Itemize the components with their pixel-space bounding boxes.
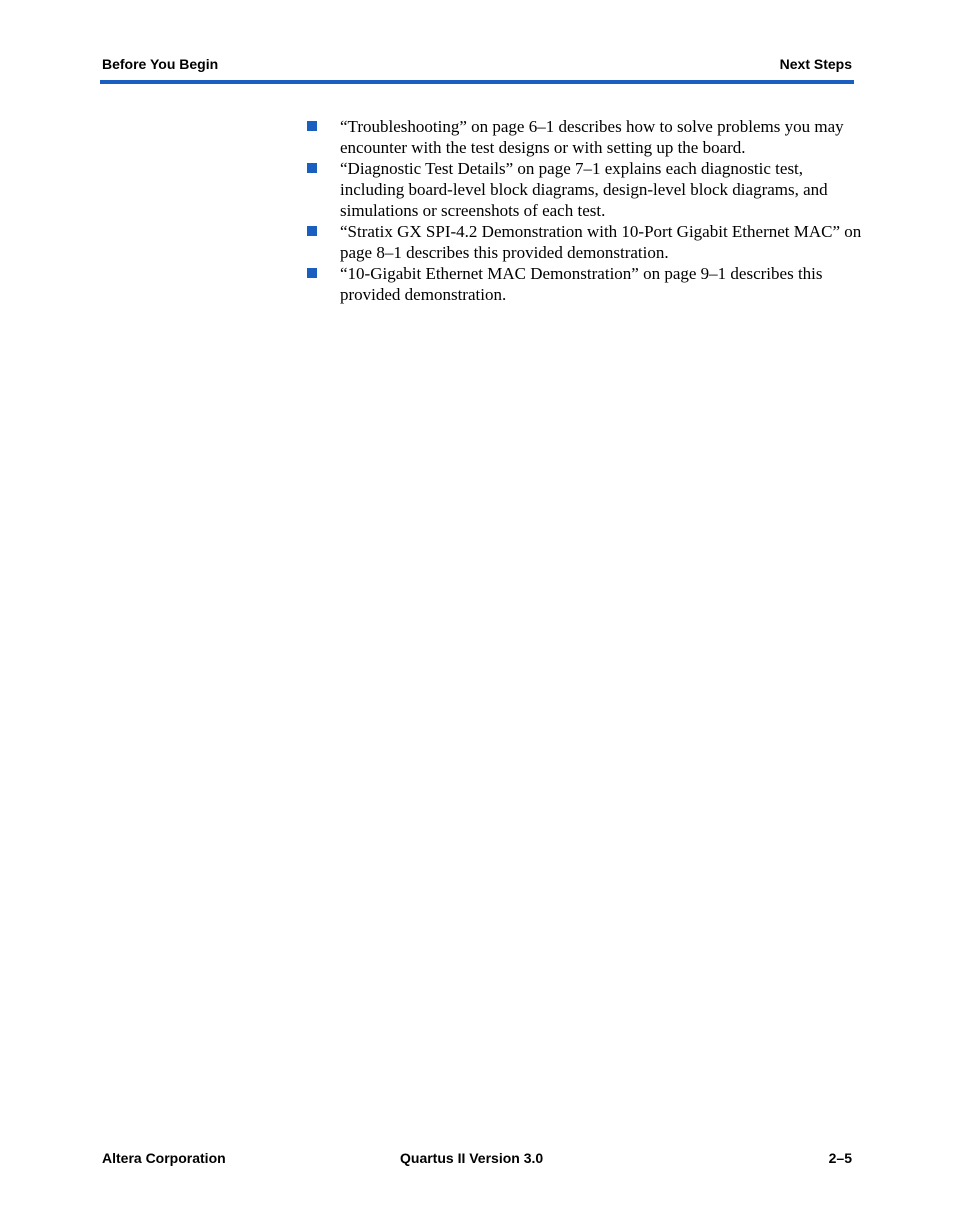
list-item-text: “Stratix GX SPI-4.2 Demonstration with 10-Port Gigabit Ethernet MAC” on page 8–1 describes this provided demonstration. (340, 222, 862, 262)
list-item (306, 221, 866, 263)
square-bullet-icon (307, 163, 317, 173)
footer-version: Quartus II Version 3.0 (400, 1150, 544, 1166)
list-item-text: “Diagnostic Test Details” on page 7–1 explains each diagnostic test, including board-level block diagrams, design-level block diagrams, and simulations or screenshots of each test. (340, 159, 828, 220)
header-section-title: Next Steps (779, 56, 852, 72)
list-item (306, 263, 866, 305)
page-number: 2–5 (828, 1150, 852, 1166)
square-bullet-icon (307, 226, 317, 236)
square-bullet-icon (307, 268, 317, 278)
header-chapter-title: Before You Begin (102, 56, 219, 72)
list-item-text: “Troubleshooting” on page 6–1 describes how to solve problems you may encounter with the test designs or with setting up the board. (340, 117, 844, 157)
next-steps-list (306, 116, 866, 305)
running-footer (102, 1150, 852, 1170)
list-item (306, 116, 866, 158)
list-item (306, 158, 866, 221)
footer-company: Altera Corporation (102, 1150, 226, 1166)
square-bullet-icon (307, 121, 317, 131)
header-rule (100, 80, 854, 84)
running-header (102, 56, 852, 76)
list-item-text: “10-Gigabit Ethernet MAC Demonstration” on page 9–1 describes this provided demonstration. (340, 264, 823, 304)
